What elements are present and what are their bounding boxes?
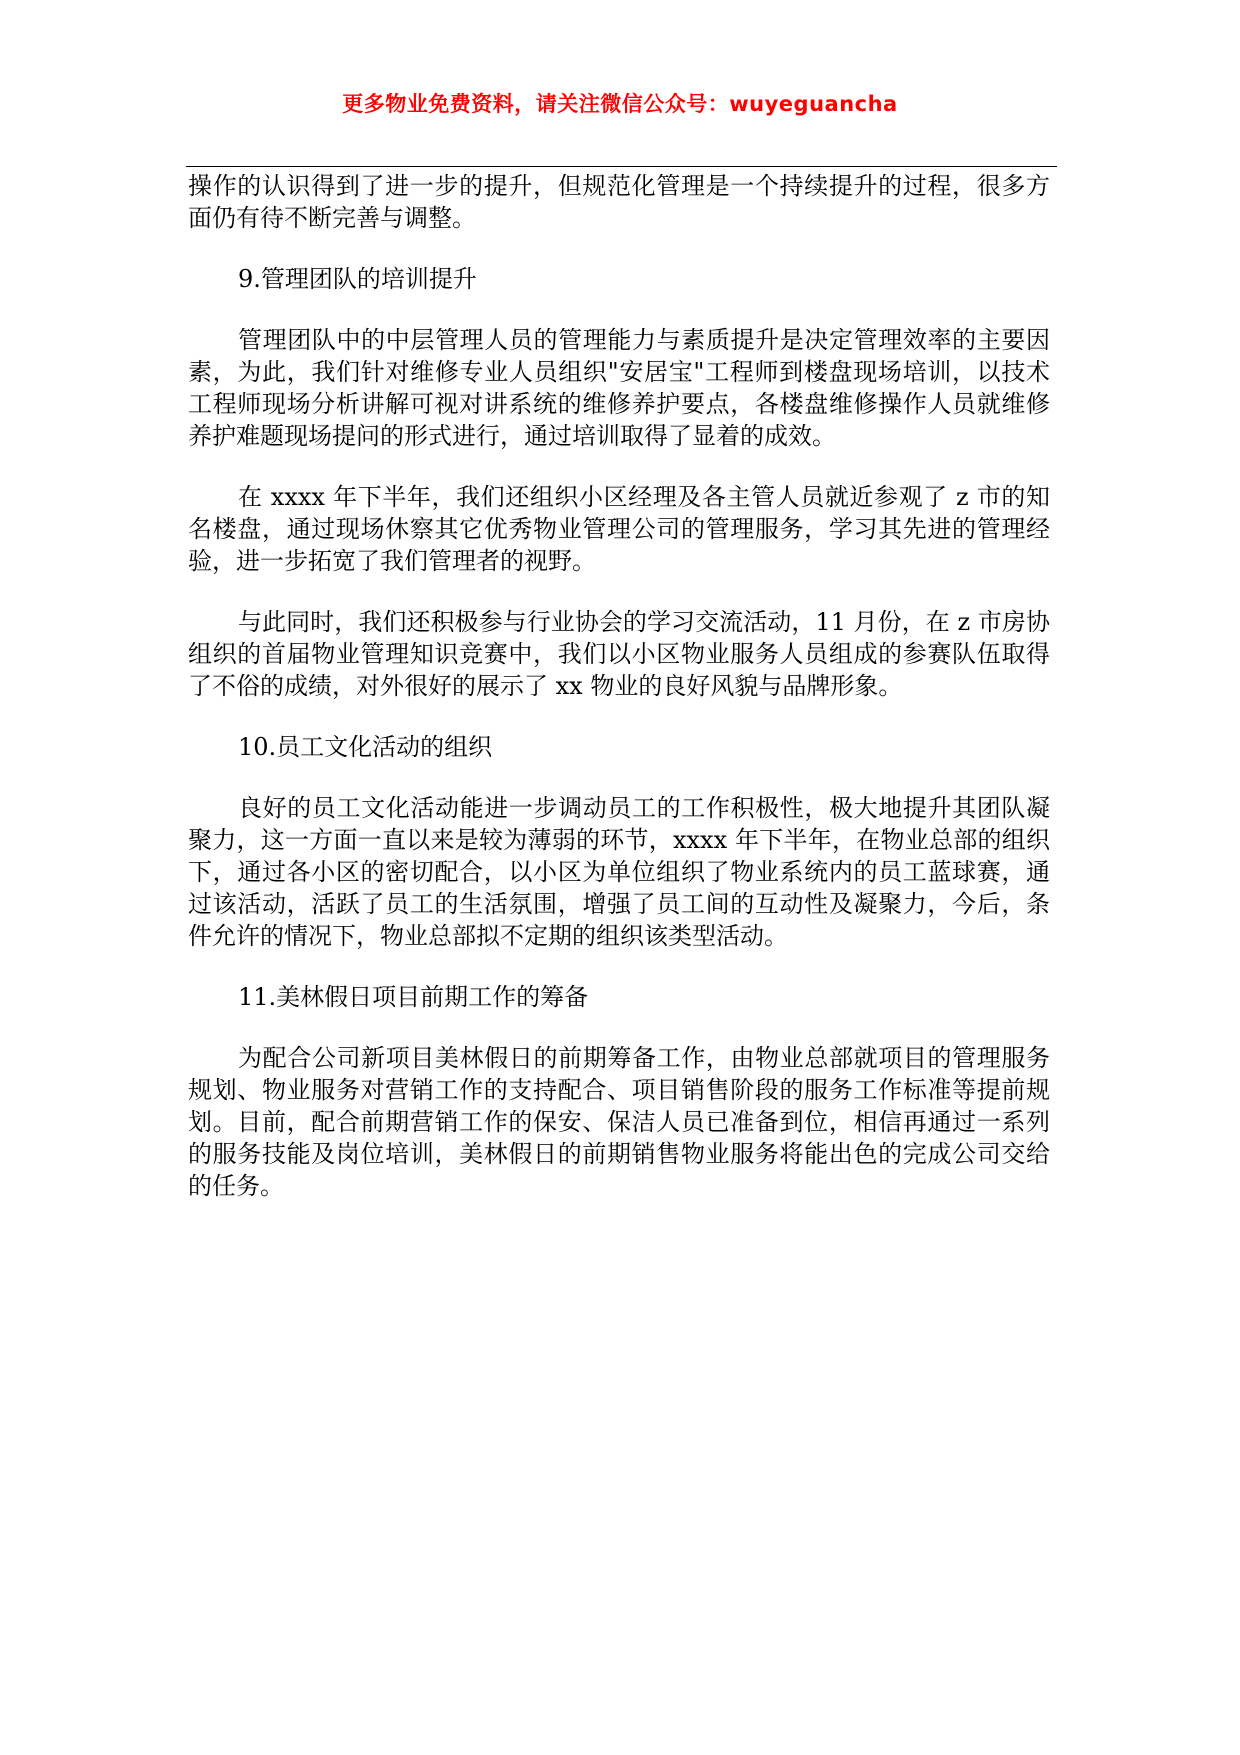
- document-body: [188, 170, 1050, 1231]
- section-9-paragraph-2: 在 xxxx 年下半年，我们还组织小区经理及各主管人员就近参观了 z 市的知名楼盘，通过现场休察其它优秀物业管理公司的管理服务，学习其先进的管理经验，进一步拓宽了我们管理者的视野。: [188, 483, 1050, 575]
- section-11-paragraph: 为配合公司新项目美林假日的前期筹备工作，由物业总部就项目的管理服务规划、物业服务对营销工作的支持配合、项目销售阶段的服务工作标准等提前规划。目前，配合前期营销工作的保安、保洁人员已准备到位，相信再通过一系列的服务技能及岗位培训，美林假日的前期销售物业服务将能出色的完成公司交给的任务。: [188, 1044, 1050, 1200]
- header-divider: [186, 166, 1057, 167]
- section-10-paragraph: 良好的员工文化活动能进一步调动员工的工作积极性，极大地提升其团队凝聚力，这一方面一直以来是较为薄弱的环节，xxxx 年下半年，在物业总部的组织下，通过各小区的密切配合，以小区为单位组织了物业系统内的员工蓝球赛，通过该活动，活跃了员工的生活氛围，增强了员工间的互动性及凝聚力，今后，条件允许的情况下，物业总部拟不定期的组织该类型活动。: [188, 794, 1050, 950]
- page-header-notice: 更多物业免费资料，请关注微信公众号：wuyeguancha: [342, 92, 898, 116]
- section-heading-9: 9.管理团队的培训提升: [238, 265, 477, 293]
- section-9-paragraph-1: 管理团队中的中层管理人员的管理能力与素质提升是决定管理效率的主要因素，为此，我们针对维修专业人员组织"安居宝"工程师到楼盘现场培训，以技术工程师现场分析讲解可视对讲系统的维修养护要点，各楼盘维修操作人员就维修养护难题现场提问的形式进行，通过培训取得了显着的成效。: [188, 326, 1050, 450]
- section-heading-11: 11.美林假日项目前期工作的筹备: [238, 983, 589, 1011]
- intro-paragraph: 操作的认识得到了进一步的提升，但规范化管理是一个持续提升的过程，很多方面仍有待不断完善与调整。: [188, 172, 1050, 232]
- section-9-paragraph-3: 与此同时，我们还积极参与行业协会的学习交流活动，11 月份，在 z 市房协组织的首届物业管理知识竞赛中，我们以小区物业服务人员组成的参赛队伍取得了不俗的成绩，对外很好的展示了 xx 物业的良好风貌与品牌形象。: [188, 608, 1050, 700]
- section-heading-10: 10.员工文化活动的组织: [238, 733, 493, 761]
